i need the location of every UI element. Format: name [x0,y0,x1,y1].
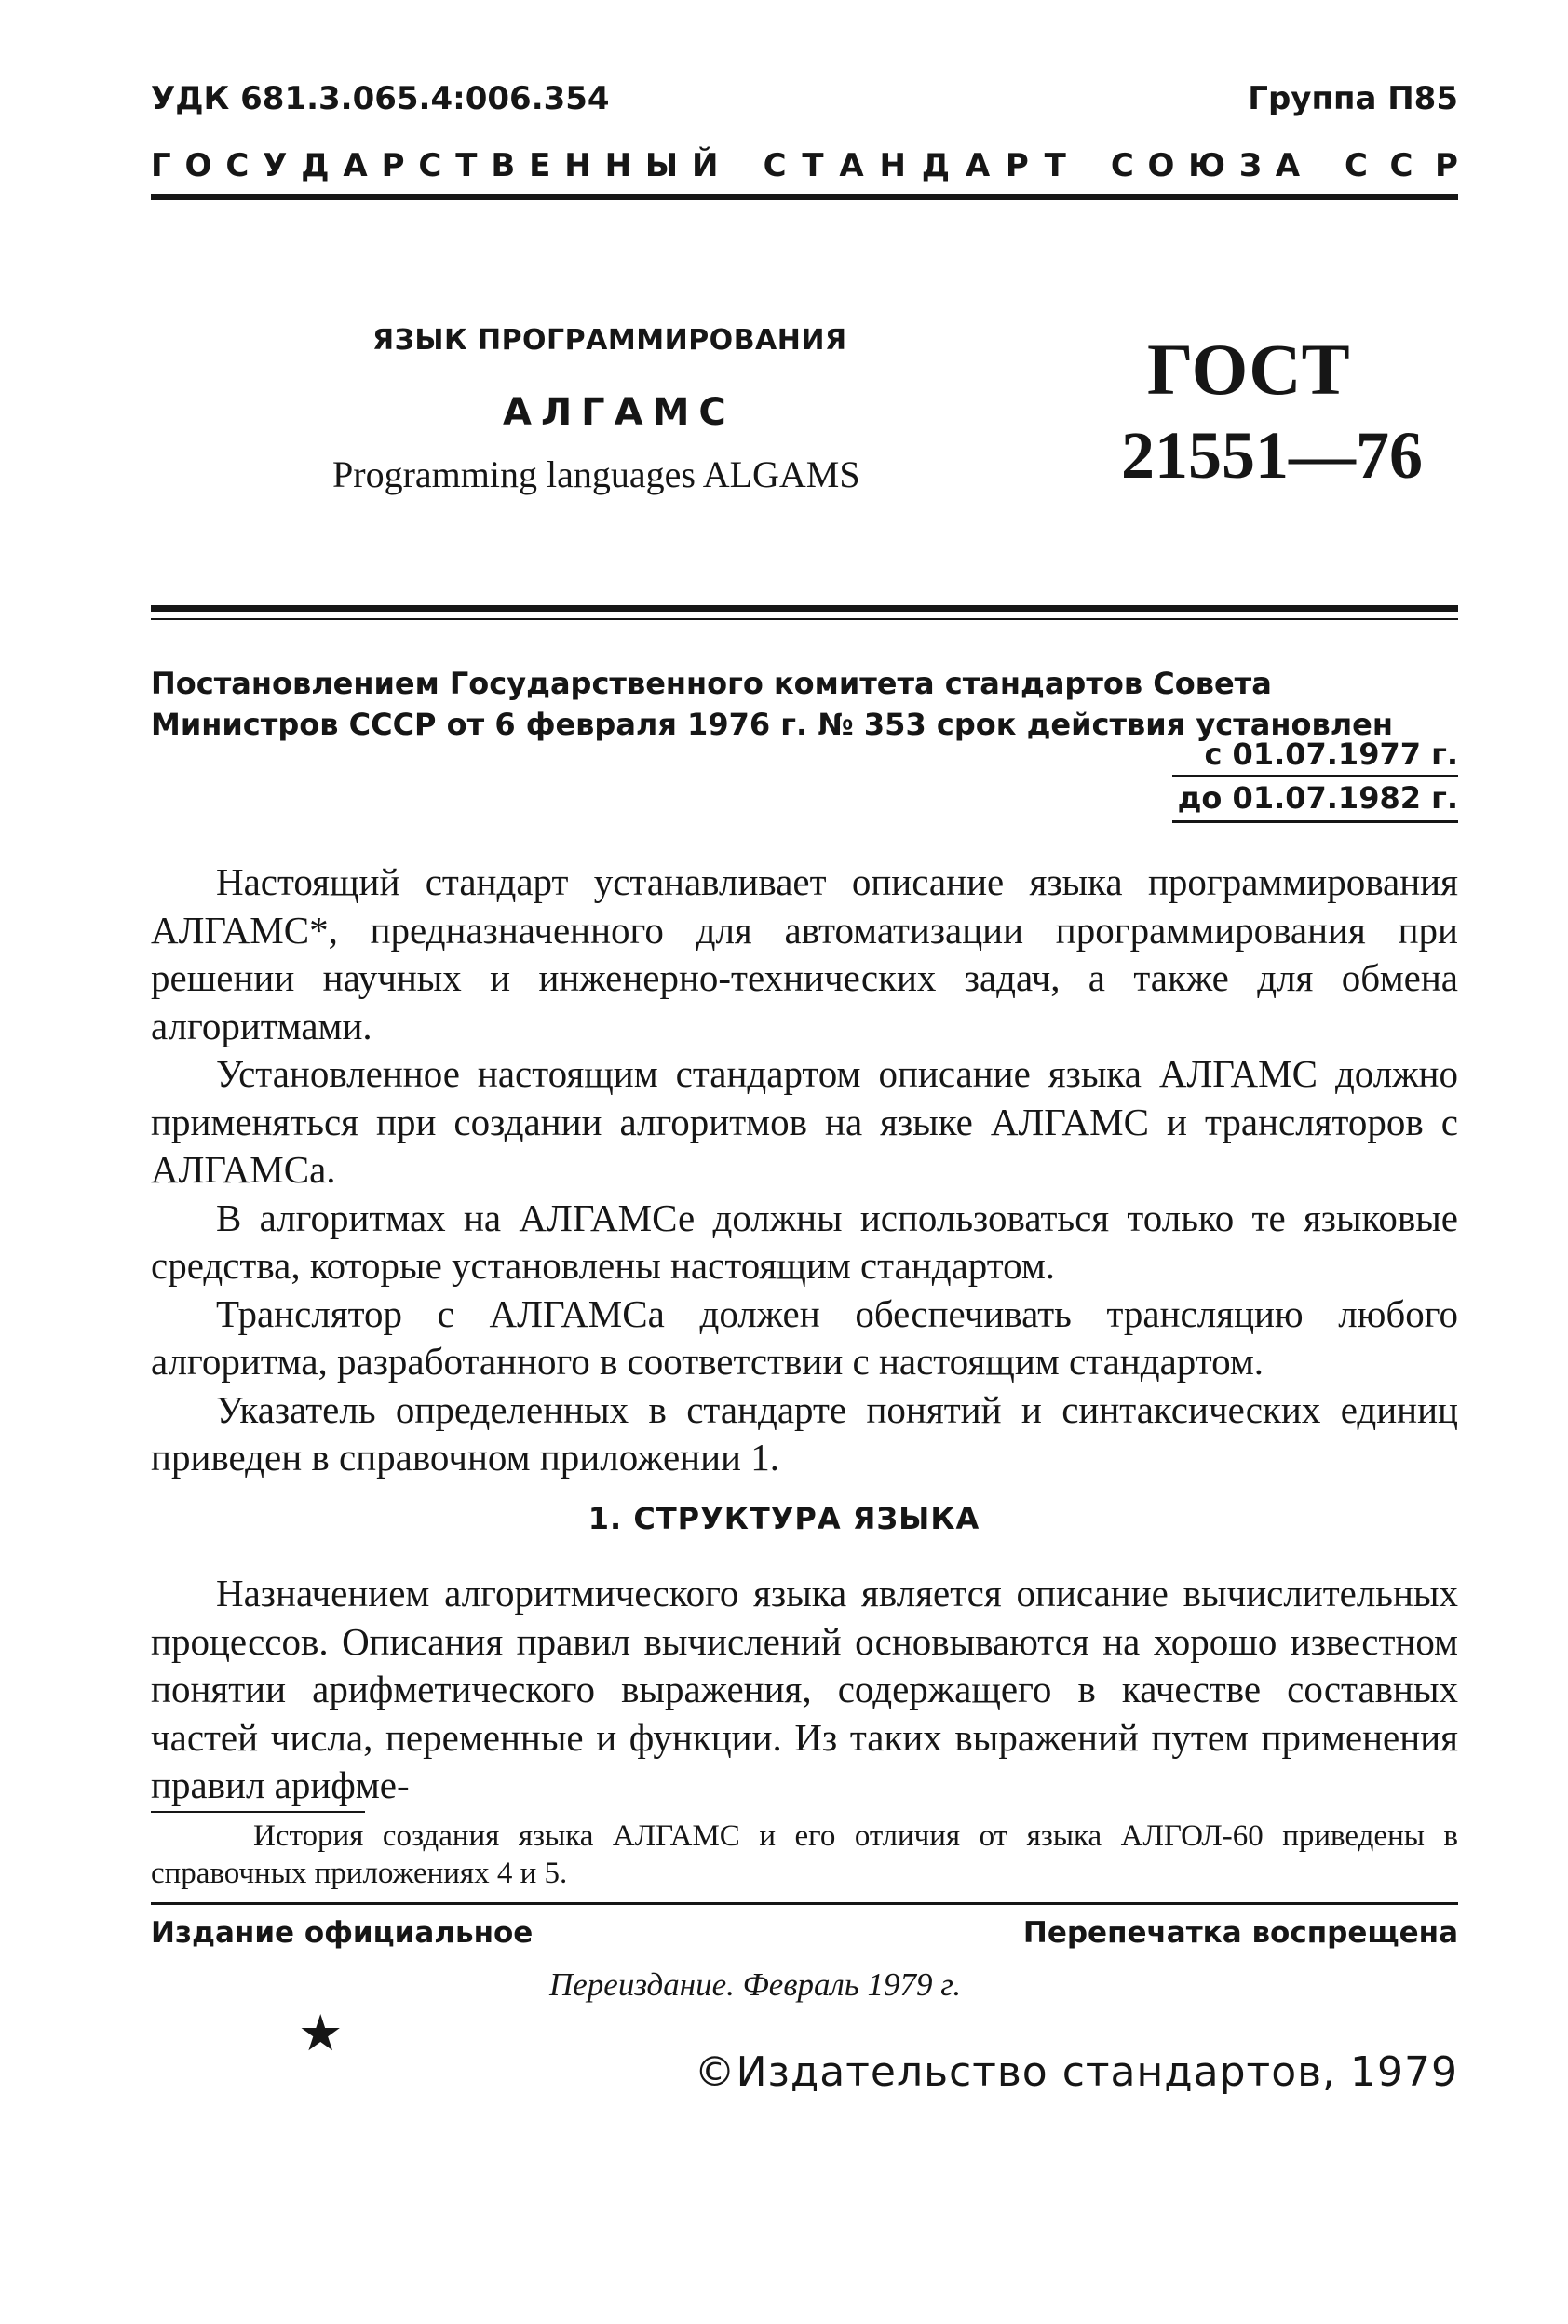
decree-text: Постановлением Государственного комитета стандартов Совета Министров СССР от 6 февраля 1976 г. № 353 срок действия установлен [151,666,1393,742]
gost-number: 21551—76 [1121,418,1423,493]
state-heading-word: С Т А Н Д А Р Т [763,147,1066,184]
reprint-ban: Перепечатка воспрещена [1022,1916,1458,1950]
state-heading-word: Г О С У Д А Р С Т В Е Н Н Ы Й [151,147,719,184]
intro-paragraph: Транслятор с АЛГАМСа должен обеспечивать трансляцию любого алгоритма, разработанного в соответствии с настоящим стандартом. [151,1291,1458,1383]
gost-label: ГОСТ [1147,329,1350,410]
valid-from: с 01.07.1977 г. [1204,736,1458,772]
state-heading-word: С С Р [1345,147,1458,184]
official-edition: Издание официальное [151,1916,534,1950]
title-name: АЛГАМС [503,391,736,434]
star-icon: ★ [298,2006,344,2061]
section-text [151,1570,1458,1810]
header-rule [151,194,1458,200]
footer-rule [151,1902,1458,1905]
title-english: Programming languages ALGAMS [332,453,860,495]
intro-paragraph: Установленное настоящим стандартом описание языка АЛГАМС должно применяться при создании алгоритмов на языке АЛГАМС и трансляторов с АЛГАМСа. [151,1052,1458,1191]
state-standard-heading [151,147,1458,184]
state-heading-word: С О Ю З А [1110,147,1301,184]
reissue-note: Переиздание. Февраль 1979 г. [549,1966,962,2003]
footnote-text: История создания языка АЛГАМС и его отличия от языка АЛГОЛ-60 приведены в справочных приложениях 4 и 5. [151,1819,1458,1890]
section-paragraph: Назначением алгоритмического языка является описание вычислительных процессов. Описания правил вычислений основываются на хорошо известном понятии арифметического выражения, содержащего в качестве составных частей числа, переменные и функции. Из таких выражений путем применения правил арифме- [151,1572,1458,1806]
intro-paragraph: В алгоритмах на АЛГАМСе должны использоваться только те языковые средства, которые установлены настоящим стандартом. [151,1196,1458,1287]
title-language: ЯЗЫК ПРОГРАММИРОВАНИЯ [372,324,847,357]
intro-paragraph: Указатель определенных в стандарте понятий и синтаксических единиц приведен в справочном приложении 1. [151,1387,1458,1479]
udk-code: УДК 681.3.065.4:006.354 [151,80,610,117]
copyright: ©Издательство стандартов, 1979 [694,2048,1458,2096]
valid-to: до 01.07.1982 г. [1172,775,1458,823]
title-rule-thin [151,618,1458,620]
title-rule-thick [151,605,1458,612]
intro-paragraph: Настоящий стандарт устанавливает описание языка программирования АЛГАМС*, предназначенного для автоматизации программирования при решении научных и инженерно-технических задач, а также для обмена алгоритмами. [151,860,1458,1047]
validity-dates [1172,734,1458,823]
footnote [151,1817,1458,1892]
footnote-rule [151,1811,365,1813]
intro-text [151,858,1458,1482]
section-title: 1. СТРУКТУРА ЯЗЫКА [588,1501,980,1536]
group-code: Группа П85 [1248,80,1458,117]
